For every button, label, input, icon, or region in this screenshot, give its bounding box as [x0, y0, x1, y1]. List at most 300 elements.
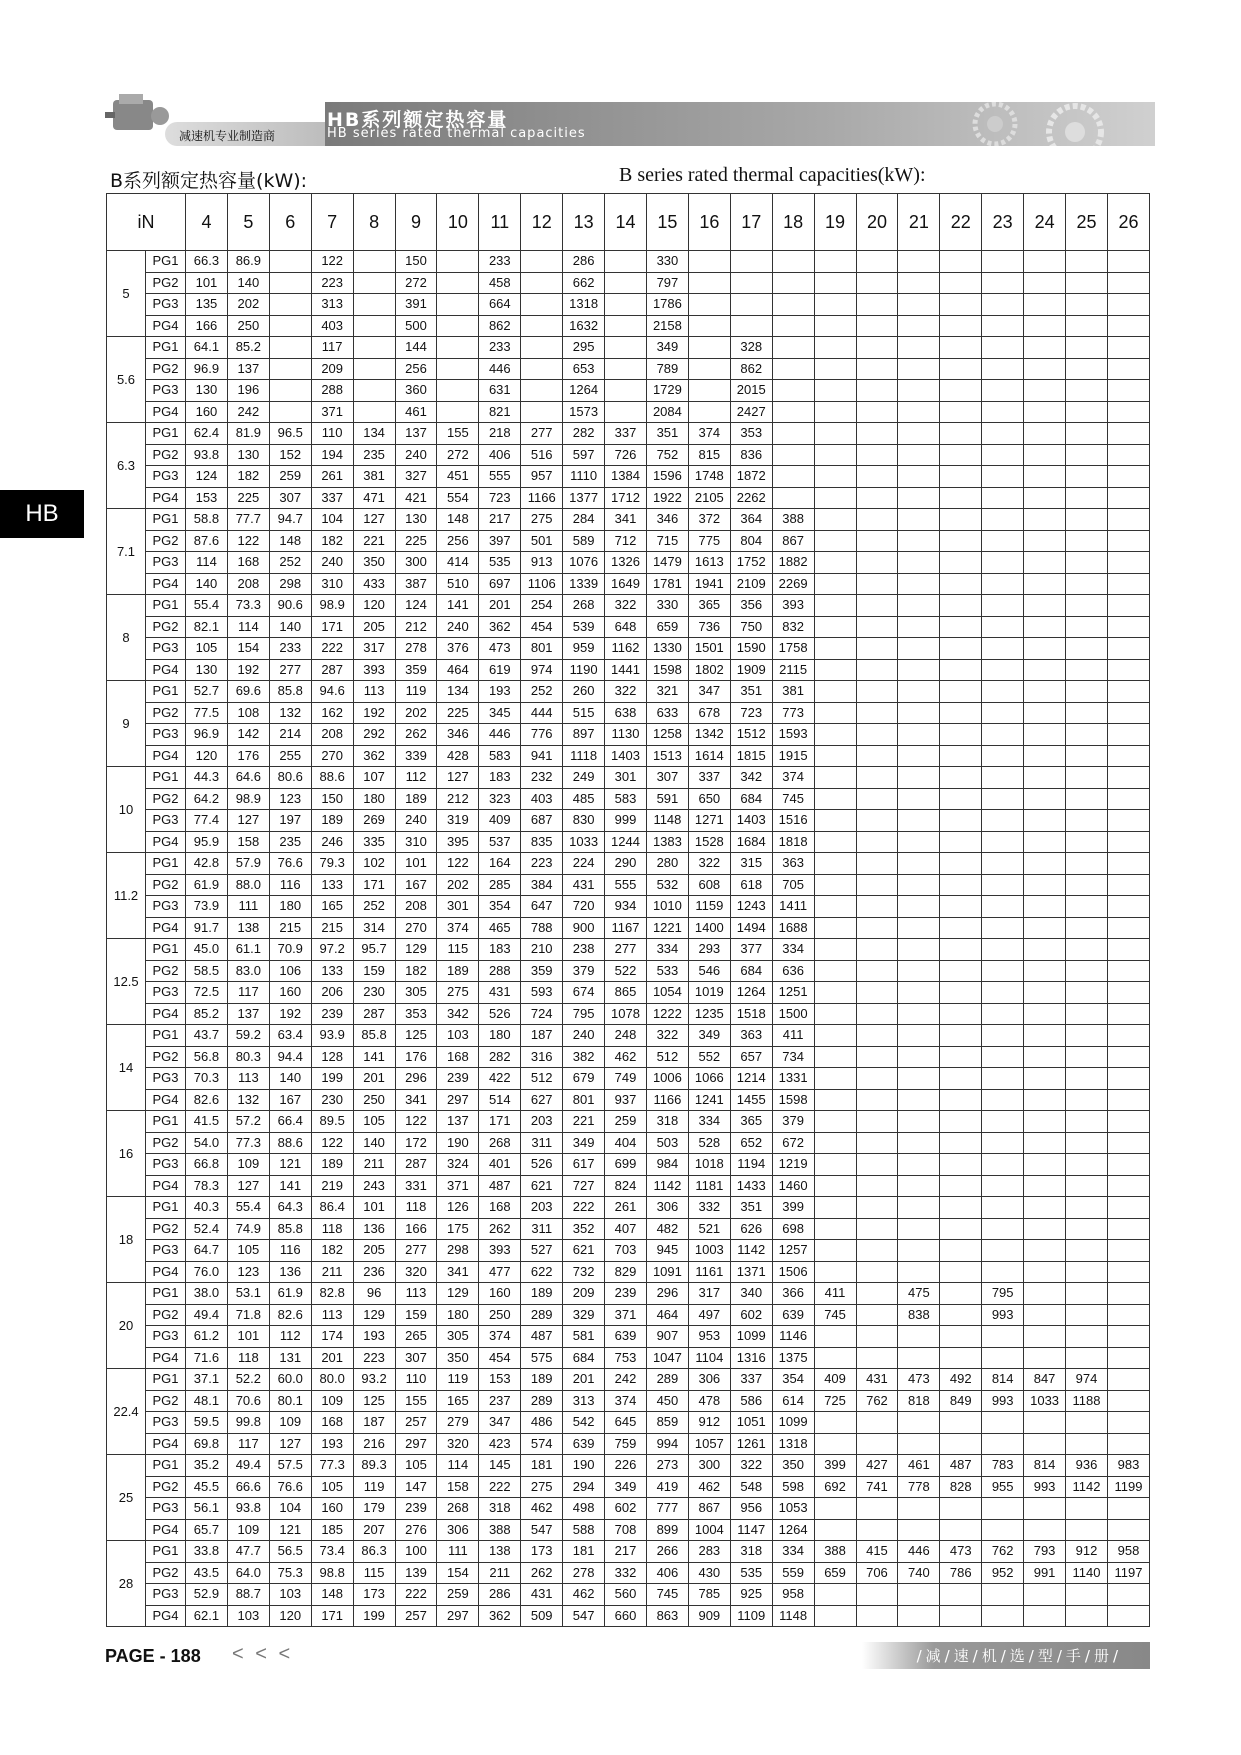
value-cell: 411 — [772, 1025, 814, 1047]
value-cell: 47.7 — [227, 1541, 269, 1563]
value-cell: 85.8 — [269, 681, 311, 703]
value-cell: 334 — [646, 939, 688, 961]
value-cell — [940, 724, 982, 746]
value-cell: 35.2 — [186, 1455, 228, 1477]
value-cell — [940, 466, 982, 488]
pg-cell: PG3 — [146, 1326, 186, 1348]
value-cell — [940, 702, 982, 724]
value-cell: 2115 — [772, 659, 814, 681]
value-cell: 381 — [772, 681, 814, 703]
value-cell — [772, 294, 814, 316]
value-cell: 329 — [563, 1304, 605, 1326]
value-cell: 639 — [772, 1304, 814, 1326]
value-cell: 181 — [563, 1541, 605, 1563]
value-cell — [856, 788, 898, 810]
value-cell: 381 — [353, 466, 395, 488]
value-cell — [1107, 251, 1149, 273]
value-cell — [1107, 1218, 1149, 1240]
table-row — [107, 1240, 1150, 1262]
value-cell: 152 — [269, 444, 311, 466]
value-cell: 105 — [353, 1111, 395, 1133]
value-cell: 1003 — [688, 1240, 730, 1262]
value-cell: 552 — [688, 1046, 730, 1068]
value-cell — [898, 1175, 940, 1197]
value-cell: 252 — [521, 681, 563, 703]
value-cell — [940, 638, 982, 660]
value-cell: 171 — [311, 616, 353, 638]
value-cell: 1501 — [688, 638, 730, 660]
pg-cell: PG2 — [146, 444, 186, 466]
value-cell: 280 — [646, 853, 688, 875]
value-cell: 1516 — [772, 810, 814, 832]
value-cell: 509 — [521, 1605, 563, 1627]
value-cell: 1190 — [563, 659, 605, 681]
value-cell: 71.6 — [186, 1347, 228, 1369]
value-cell: 726 — [605, 444, 647, 466]
value-cell: 723 — [730, 702, 772, 724]
value-cell: 379 — [563, 960, 605, 982]
value-cell — [982, 337, 1024, 359]
value-cell — [856, 1304, 898, 1326]
value-cell: 121 — [269, 1154, 311, 1176]
value-cell: 586 — [730, 1390, 772, 1412]
value-cell: 1872 — [730, 466, 772, 488]
value-cell: 288 — [311, 380, 353, 402]
value-cell — [1024, 1498, 1066, 1520]
table-row — [107, 1046, 1150, 1068]
value-cell: 498 — [563, 1498, 605, 1520]
value-cell — [1024, 1154, 1066, 1176]
value-cell: 322 — [646, 1025, 688, 1047]
value-cell: 194 — [311, 444, 353, 466]
value-cell: 322 — [605, 681, 647, 703]
value-cell: 182 — [395, 960, 437, 982]
value-cell — [814, 1089, 856, 1111]
value-cell: 322 — [730, 1455, 772, 1477]
value-cell: 82.6 — [186, 1089, 228, 1111]
value-cell: 123 — [227, 1261, 269, 1283]
value-cell — [772, 444, 814, 466]
value-cell — [982, 1412, 1024, 1434]
value-cell — [1024, 1261, 1066, 1283]
value-cell: 372 — [688, 509, 730, 531]
value-cell — [898, 896, 940, 918]
pg-cell: PG4 — [146, 573, 186, 595]
value-cell — [772, 423, 814, 445]
value-cell: 574 — [521, 1433, 563, 1455]
value-cell: 171 — [353, 874, 395, 896]
table-row — [107, 745, 1150, 767]
value-cell: 282 — [563, 423, 605, 445]
value-cell — [1107, 874, 1149, 896]
value-cell — [856, 1046, 898, 1068]
value-cell: 431 — [479, 982, 521, 1004]
value-cell — [940, 1347, 982, 1369]
value-cell: 1167 — [605, 917, 647, 939]
table-row — [107, 1519, 1150, 1541]
value-cell — [814, 831, 856, 853]
value-cell — [982, 1046, 1024, 1068]
value-cell: 130 — [227, 444, 269, 466]
value-cell — [1024, 1046, 1066, 1068]
value-cell: 168 — [479, 1197, 521, 1219]
value-cell — [437, 401, 479, 423]
value-cell: 407 — [605, 1218, 647, 1240]
value-cell — [1066, 1261, 1108, 1283]
value-cell: 260 — [563, 681, 605, 703]
value-cell: 379 — [772, 1111, 814, 1133]
value-cell: 652 — [730, 1132, 772, 1154]
table-row — [107, 1003, 1150, 1025]
value-cell: 475 — [898, 1283, 940, 1305]
value-cell: 111 — [437, 1541, 479, 1563]
value-cell — [353, 358, 395, 380]
ratio-cell: 20 — [107, 1283, 146, 1369]
value-cell: 64.0 — [227, 1562, 269, 1584]
value-cell: 1729 — [646, 380, 688, 402]
value-cell: 257 — [395, 1605, 437, 1627]
pg-cell: PG4 — [146, 1347, 186, 1369]
value-cell — [1107, 1240, 1149, 1262]
value-cell: 347 — [688, 681, 730, 703]
thermal-capacity-table — [106, 193, 1150, 1627]
value-cell: 209 — [311, 358, 353, 380]
value-cell: 795 — [982, 1283, 1024, 1305]
value-cell — [898, 423, 940, 445]
value-cell — [940, 810, 982, 832]
pg-cell: PG2 — [146, 1304, 186, 1326]
pg-cell: PG1 — [146, 595, 186, 617]
value-cell — [856, 1197, 898, 1219]
value-cell — [1066, 681, 1108, 703]
value-cell: 365 — [688, 595, 730, 617]
value-cell: 189 — [521, 1283, 563, 1305]
value-cell: 150 — [311, 788, 353, 810]
value-cell: 158 — [227, 831, 269, 853]
value-cell: 597 — [563, 444, 605, 466]
value-cell: 2158 — [646, 315, 688, 337]
value-cell — [814, 1068, 856, 1090]
value-cell: 290 — [605, 853, 647, 875]
value-cell: 276 — [395, 1519, 437, 1541]
value-cell — [814, 1111, 856, 1133]
pg-cell: PG2 — [146, 960, 186, 982]
value-cell: 1110 — [563, 466, 605, 488]
value-cell — [1107, 466, 1149, 488]
pg-cell: PG4 — [146, 1003, 186, 1025]
value-cell — [982, 1240, 1024, 1262]
value-cell — [1024, 853, 1066, 875]
value-cell — [605, 401, 647, 423]
value-cell — [898, 1132, 940, 1154]
value-cell — [856, 1089, 898, 1111]
value-cell — [856, 1498, 898, 1520]
value-cell: 547 — [563, 1605, 605, 1627]
value-cell: 346 — [437, 724, 479, 746]
value-cell — [1107, 552, 1149, 574]
value-cell: 76.6 — [269, 853, 311, 875]
pg-cell: PG3 — [146, 724, 186, 746]
value-cell — [269, 380, 311, 402]
value-cell: 119 — [353, 1476, 395, 1498]
value-cell: 1099 — [772, 1412, 814, 1434]
value-cell — [269, 251, 311, 273]
value-cell: 103 — [227, 1605, 269, 1627]
value-cell: 225 — [395, 530, 437, 552]
value-cell: 1377 — [563, 487, 605, 509]
value-cell — [940, 444, 982, 466]
value-cell — [814, 616, 856, 638]
value-cell — [856, 853, 898, 875]
value-cell — [940, 380, 982, 402]
value-cell — [1024, 315, 1066, 337]
value-cell: 762 — [982, 1541, 1024, 1563]
value-cell: 692 — [814, 1476, 856, 1498]
table-row — [107, 1390, 1150, 1412]
value-cell — [898, 1068, 940, 1090]
value-cell — [940, 573, 982, 595]
value-cell: 77.5 — [186, 702, 228, 724]
value-cell — [898, 1003, 940, 1025]
value-cell — [1024, 982, 1066, 1004]
value-cell — [940, 552, 982, 574]
value-cell: 89.3 — [353, 1455, 395, 1477]
value-cell — [1024, 681, 1066, 703]
value-cell: 159 — [353, 960, 395, 982]
value-cell: 560 — [605, 1584, 647, 1606]
value-cell: 222 — [395, 1584, 437, 1606]
value-cell — [940, 853, 982, 875]
value-cell: 814 — [982, 1369, 1024, 1391]
value-cell — [856, 595, 898, 617]
value-cell: 374 — [688, 423, 730, 445]
value-cell — [1024, 487, 1066, 509]
value-cell — [856, 659, 898, 681]
value-cell: 535 — [730, 1562, 772, 1584]
table-row — [107, 724, 1150, 746]
value-cell: 1433 — [730, 1175, 772, 1197]
value-cell — [856, 552, 898, 574]
value-cell: 66.8 — [186, 1154, 228, 1176]
table-row — [107, 337, 1150, 359]
value-cell: 122 — [395, 1111, 437, 1133]
table-row — [107, 917, 1150, 939]
value-cell — [814, 1046, 856, 1068]
value-cell — [1066, 466, 1108, 488]
value-cell: 421 — [395, 487, 437, 509]
value-cell: 80.6 — [269, 767, 311, 789]
value-cell: 180 — [269, 896, 311, 918]
value-cell — [814, 1154, 856, 1176]
value-cell: 181 — [521, 1455, 563, 1477]
value-cell: 1384 — [605, 466, 647, 488]
size-header: 23 — [982, 194, 1024, 251]
value-cell — [1066, 1498, 1108, 1520]
value-cell: 1752 — [730, 552, 772, 574]
value-cell — [898, 982, 940, 1004]
value-cell — [814, 638, 856, 660]
value-cell: 57.9 — [227, 853, 269, 875]
value-cell — [898, 853, 940, 875]
value-cell — [1024, 444, 1066, 466]
value-cell: 101 — [395, 853, 437, 875]
value-cell: 183 — [479, 767, 521, 789]
value-cell: 1375 — [772, 1347, 814, 1369]
size-header: 4 — [186, 194, 228, 251]
value-cell — [814, 595, 856, 617]
value-cell — [940, 982, 982, 1004]
table-row — [107, 831, 1150, 853]
value-cell — [856, 1347, 898, 1369]
value-cell — [1107, 530, 1149, 552]
pg-cell: PG4 — [146, 831, 186, 853]
value-cell: 133 — [311, 874, 353, 896]
value-cell: 141 — [353, 1046, 395, 1068]
value-cell: 158 — [437, 1476, 479, 1498]
value-cell: 867 — [688, 1498, 730, 1520]
pg-cell: PG1 — [146, 509, 186, 531]
value-cell — [269, 315, 311, 337]
value-cell: 867 — [772, 530, 814, 552]
value-cell: 187 — [353, 1412, 395, 1434]
value-cell: 183 — [479, 939, 521, 961]
value-cell: 233 — [479, 337, 521, 359]
value-cell: 1051 — [730, 1412, 772, 1434]
value-cell: 268 — [563, 595, 605, 617]
value-cell: 349 — [688, 1025, 730, 1047]
value-cell — [521, 337, 563, 359]
value-cell: 88.6 — [311, 767, 353, 789]
value-cell — [856, 767, 898, 789]
value-cell: 444 — [521, 702, 563, 724]
value-cell: 289 — [521, 1390, 563, 1412]
value-cell: 422 — [479, 1068, 521, 1090]
value-cell: 1318 — [772, 1433, 814, 1455]
brand-tagline: 减速机专业制造商 — [179, 129, 276, 143]
value-cell — [521, 294, 563, 316]
pg-cell: PG1 — [146, 1283, 186, 1305]
value-cell: 583 — [605, 788, 647, 810]
value-cell — [940, 294, 982, 316]
value-cell — [1107, 444, 1149, 466]
value-cell: 85.2 — [186, 1003, 228, 1025]
value-cell: 180 — [437, 1304, 479, 1326]
value-cell: 284 — [563, 509, 605, 531]
value-cell: 510 — [437, 573, 479, 595]
value-cell: 180 — [479, 1025, 521, 1047]
value-cell: 322 — [688, 853, 730, 875]
value-cell: 311 — [521, 1218, 563, 1240]
value-cell — [353, 401, 395, 423]
table-row — [107, 1541, 1150, 1563]
value-cell: 723 — [479, 487, 521, 509]
value-cell — [269, 337, 311, 359]
value-cell — [898, 788, 940, 810]
table-row — [107, 1412, 1150, 1434]
value-cell: 818 — [898, 1390, 940, 1412]
value-cell — [1066, 659, 1108, 681]
value-cell: 1166 — [521, 487, 563, 509]
value-cell — [688, 251, 730, 273]
value-cell: 86.4 — [311, 1197, 353, 1219]
value-cell: 328 — [730, 337, 772, 359]
value-cell — [1066, 1046, 1108, 1068]
value-cell: 107 — [353, 767, 395, 789]
value-cell: 272 — [437, 444, 479, 466]
value-cell — [856, 1132, 898, 1154]
value-cell — [982, 917, 1024, 939]
value-cell: 216 — [353, 1433, 395, 1455]
value-cell: 300 — [395, 552, 437, 574]
value-cell — [982, 530, 1024, 552]
value-cell: 349 — [646, 337, 688, 359]
value-cell: 1506 — [772, 1261, 814, 1283]
ratio-cell: 5 — [107, 251, 146, 337]
value-cell: 821 — [479, 401, 521, 423]
value-cell: 199 — [353, 1605, 395, 1627]
value-cell — [1066, 423, 1108, 445]
value-cell: 55.4 — [227, 1197, 269, 1219]
value-cell: 454 — [479, 1347, 521, 1369]
value-cell — [1024, 810, 1066, 832]
value-cell — [1107, 487, 1149, 509]
table-row — [107, 939, 1150, 961]
value-cell — [814, 1132, 856, 1154]
value-cell — [605, 380, 647, 402]
value-cell: 672 — [772, 1132, 814, 1154]
value-cell: 240 — [437, 616, 479, 638]
value-cell — [856, 939, 898, 961]
value-cell — [982, 1175, 1024, 1197]
value-cell: 256 — [437, 530, 479, 552]
value-cell: 526 — [479, 1003, 521, 1025]
value-cell: 93.8 — [186, 444, 228, 466]
value-cell: 559 — [772, 1562, 814, 1584]
value-cell: 684 — [730, 960, 772, 982]
value-cell: 242 — [605, 1369, 647, 1391]
value-cell — [1066, 1132, 1108, 1154]
value-cell: 316 — [521, 1046, 563, 1068]
table-row — [107, 960, 1150, 982]
value-cell: 206 — [311, 982, 353, 1004]
value-cell — [982, 767, 1024, 789]
value-cell: 126 — [437, 1197, 479, 1219]
value-cell — [1066, 874, 1108, 896]
value-cell — [940, 315, 982, 337]
value-cell: 166 — [395, 1218, 437, 1240]
value-cell: 1199 — [1107, 1476, 1149, 1498]
pg-cell: PG2 — [146, 1132, 186, 1154]
value-cell — [1024, 767, 1066, 789]
size-header: 9 — [395, 194, 437, 251]
value-cell: 293 — [688, 939, 730, 961]
value-cell: 168 — [227, 552, 269, 574]
value-cell: 1494 — [730, 917, 772, 939]
value-cell: 230 — [311, 1089, 353, 1111]
value-cell: 202 — [227, 294, 269, 316]
corner-header: iN — [107, 194, 186, 251]
value-cell — [982, 1003, 1024, 1025]
value-cell: 313 — [311, 294, 353, 316]
value-cell — [898, 1498, 940, 1520]
value-cell — [1024, 917, 1066, 939]
value-cell: 318 — [646, 1111, 688, 1133]
value-cell: 270 — [395, 917, 437, 939]
value-cell — [269, 401, 311, 423]
value-cell: 310 — [311, 573, 353, 595]
value-cell: 1130 — [605, 724, 647, 746]
value-cell — [856, 874, 898, 896]
